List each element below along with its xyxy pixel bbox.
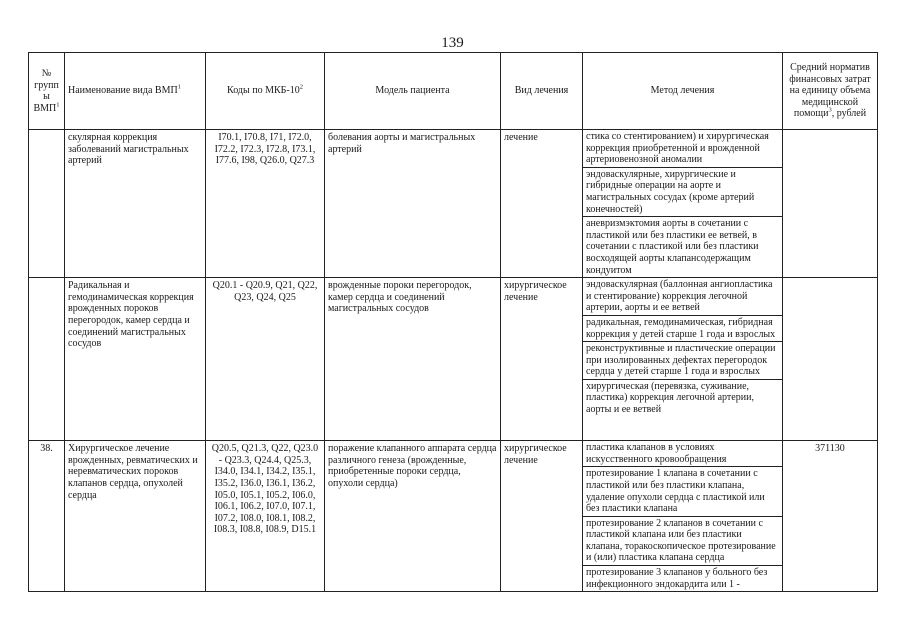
cell-vmp-name: Хирургическое лечение врожденных, ревматических и неревматических пороков клапанов сердца, опухолей сердца [65,441,206,592]
cell-group-no [29,278,65,441]
cell-treatment-type: хирургическое лечение [501,278,583,441]
method-item: протезирование 1 клапана в сочетании с пластикой или без пластики клапана, удаление опухоли сердца с пластикой или без пластики клапана [583,467,782,516]
cell-vmp-name: скулярная коррекция заболеваний магистральных артерий [65,130,206,278]
cell-treatment-methods [583,441,783,592]
table-row [29,441,878,592]
header-vmp-name: Наименование вида ВМП$^1$ [65,53,206,130]
page-number: 139 [441,35,464,51]
header-treatment-method: Метод лечения [583,53,783,130]
cell-treatment-type: хирургическое лечение [501,441,583,592]
method-item: аневризмэктомия аорты в сочетании с пластикой или без пластики ее ветвей, в сочетании с пластикой или без пластики восходящей аорты клапансодержащим кондуитом [586,218,759,276]
header-treatment-type: Вид лечения [501,53,583,130]
table-row [29,278,878,441]
cell-group-no [29,130,65,278]
method-item: эндоваскулярные, хирургические и гибридные операции на аорте и магистральных сосудах (кроме артерий конечностей) [583,168,782,217]
cell-patient-model: врожденные пороки перегородок, камер сердца и соединений магистральных сосудов [325,278,501,441]
cell-patient-model: болевания аорты и магистральных артерий [325,130,501,278]
vmp-table [28,52,878,592]
header-group-no: № группы ВМП$^1$ [29,53,65,130]
method-item: протезирование 2 клапанов в сочетании с пластикой клапана или без пластики клапана, торакоскопическое протезирование и (или) пластика клапана сердца [583,517,782,566]
cell-treatment-methods [583,130,783,278]
method-item: стика со стентированием) и хирургическая коррекция приобретенной и врожденной артериовенозной аномалии [583,130,782,168]
method-item: пластика клапанов в условиях искусственного кровообращения [583,441,782,467]
cell-avg-cost: 371130 [783,441,878,592]
header-avg-cost: Средний норматив финансовых затрат на единицу объема медицинской помощи$^3$, рублей [783,53,878,130]
table-header [29,53,878,130]
cell-treatment-type: лечение [501,130,583,278]
cell-group-no: 38. [29,441,65,592]
cell-avg-cost [783,130,878,278]
method-item: хирургическая (перевязка, суживание, пластика) коррекция легочной артерии, аорты и ее ветвей [586,380,754,416]
cell-avg-cost [783,278,878,441]
cell-treatment-methods [583,278,783,441]
cell-vmp-name: Радикальная и гемодинамическая коррекция врожденных пороков перегородок, камер сердца и соединений магистральных сосудов [65,278,206,441]
header-icd-codes: Коды по МКБ-$10^2$ [206,53,325,130]
cell-icd-codes: Q20.1 - Q20.9, Q21, Q22, Q23, Q24, Q25 [206,278,325,441]
cell-icd-codes: I70.1, I70.8, I71, I72.0, I72.2, I72.3, I72.8, I73.1, I77.6, I98, Q26.0, Q27.3 [206,130,325,278]
cell-icd-codes: Q20.5, Q21.3, Q22, Q23.0 - Q23.3, Q24.4, Q25.3, I34.0, I34.1, I34.2, I35.1, I35.2, I36.0, I36.1, I36.2, I05.0, I05.1, I05.2, I06.0, I06.1, I06.2, I07.0, I07.1, I07.2, I08.0, I08.1, I08.2, I08.3, I08.8, I08.9, D15.1 [206,441,325,592]
method-item: радикальная, гемодинамическая, гибридная коррекция у детей старше 1 года и взрослых [583,316,782,342]
header-patient-model: Модель пациента [325,53,501,130]
cell-patient-model: поражение клапанного аппарата сердца различного генеза (врожденные, приобретенные пороки сердца, опухоли сердца) [325,441,501,592]
table-row [29,130,878,278]
method-item: эндоваскулярная (баллонная ангиопластика и стентирование) коррекция легочной артерии, аорты и ее ветвей [583,278,782,316]
method-item: реконструктивные и пластические операции при изолированных дефектах перегородок сердца у детей старше 1 года и взрослых [583,342,782,380]
method-item: протезирование 3 клапанов у больного без инфекционного эндокардита или 1 - [586,567,768,590]
